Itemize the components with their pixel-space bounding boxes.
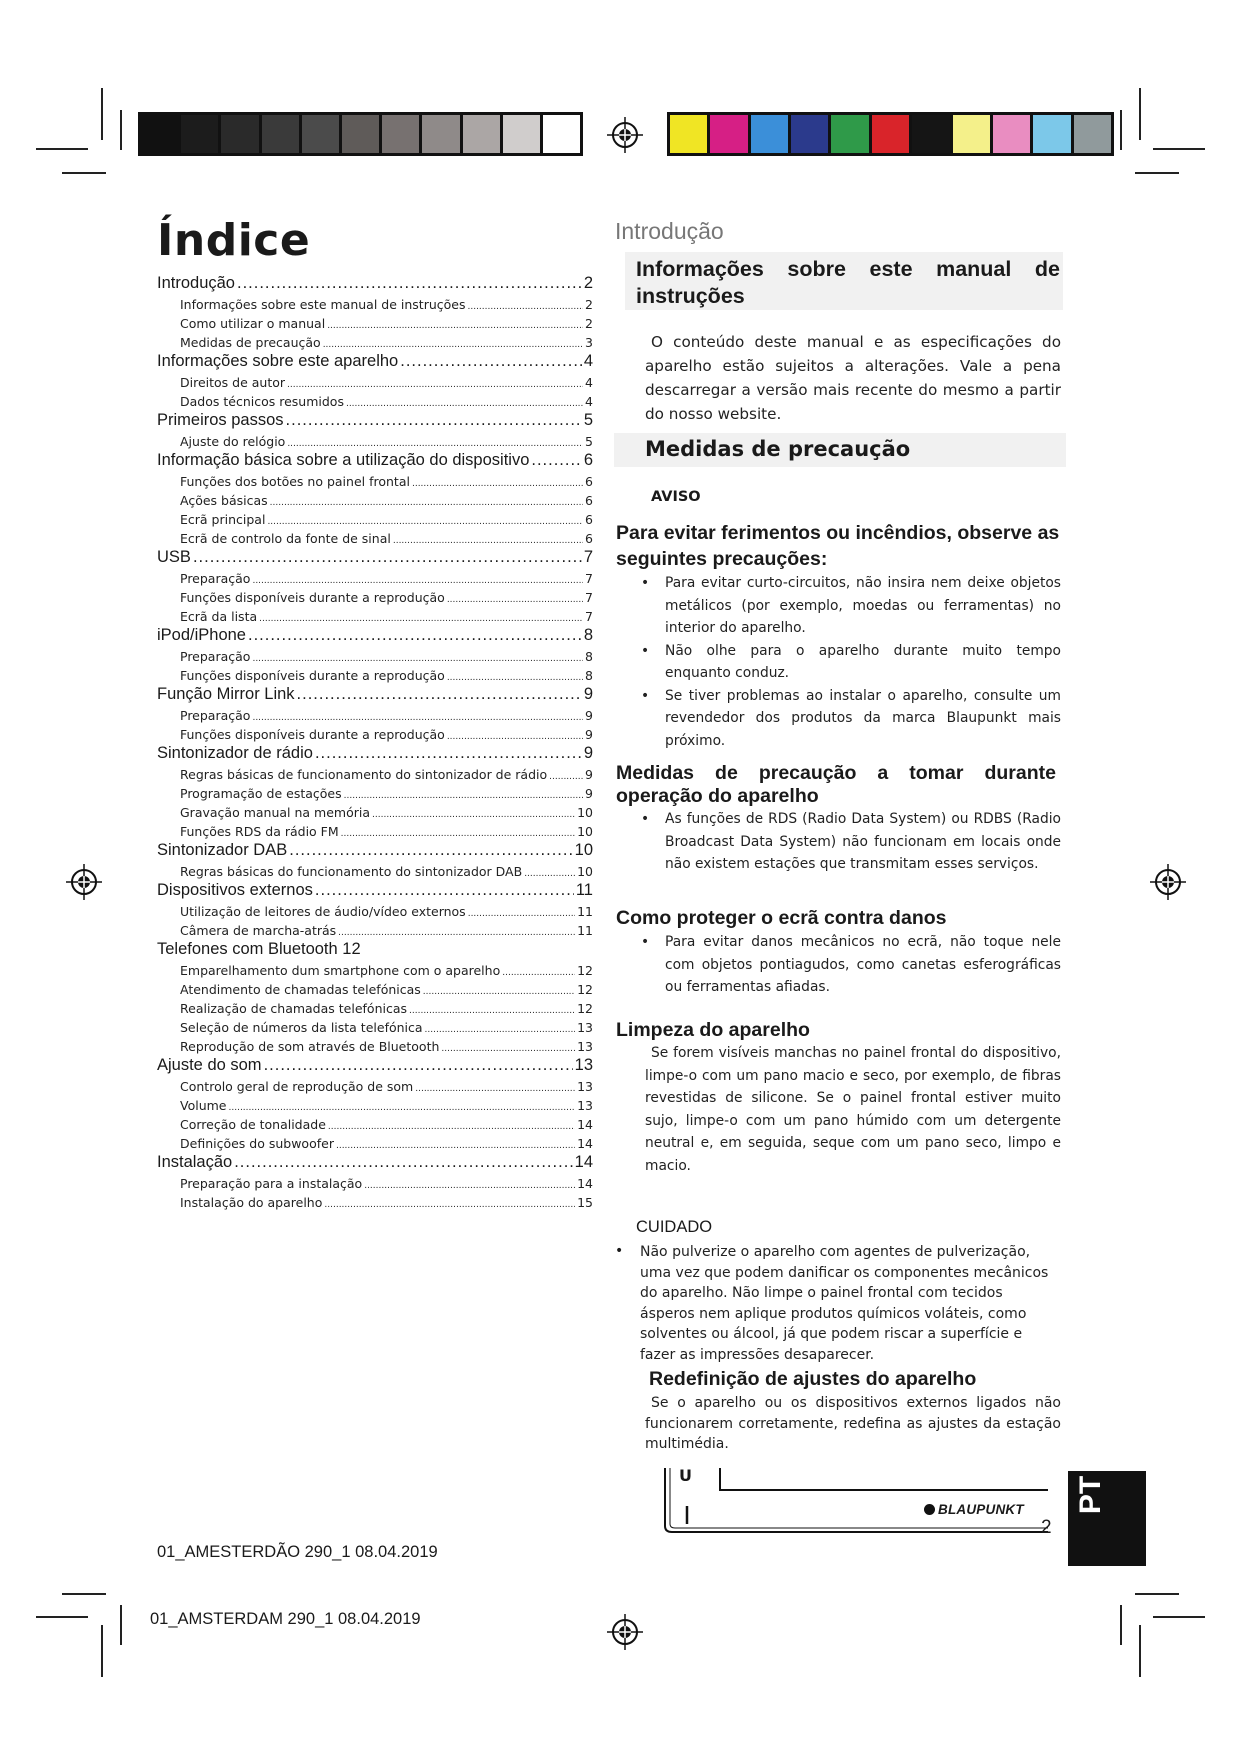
toc-subentry <box>157 335 593 350</box>
toc-leader-dots <box>237 274 582 293</box>
toc-entry-page: 6 <box>585 474 593 489</box>
cleaning-text: Se forem visíveis manchas no painel frontal do dispositivo, limpe-o com um pano macio e seco, por exemplo, de fibras revestidas de silicone. Se o painel frontal estiver muito sujo, limpe-o com um pano húmido com um detergente neutral e, em seguida, seque com um pano seco, limpo e macio. <box>645 1045 1061 1174</box>
toc-subentry <box>157 1176 593 1191</box>
toc-leader-dots <box>248 626 582 645</box>
toc-leader-dots <box>234 1153 572 1172</box>
toc-subentry <box>157 474 593 489</box>
toc-entry <box>157 352 593 371</box>
color-swatch <box>912 115 952 153</box>
toc-entry-label: Ecrã de controlo da fonte de sinal <box>180 531 391 546</box>
toc-entry-page: 3 <box>585 335 593 350</box>
toc-entry <box>157 685 593 704</box>
toc-subentry <box>157 786 593 801</box>
color-swatch <box>503 115 543 153</box>
section-label: Introdução <box>615 218 724 244</box>
registration-mark-icon <box>1150 864 1186 900</box>
toc-leader-dots <box>315 881 574 900</box>
toc-entry-label: Ecrã principal <box>180 512 266 527</box>
color-swatch <box>221 115 261 153</box>
toc-leader-dots <box>259 609 583 624</box>
toc-subentry <box>157 316 593 331</box>
toc-leader-dots <box>328 1117 575 1132</box>
toc-entry-page: 9 <box>583 744 593 762</box>
toc-leader-dots <box>270 493 583 508</box>
color-swatch <box>710 115 750 153</box>
toc-leader-dots <box>324 1195 575 1210</box>
blaupunkt-logo <box>924 1502 1024 1517</box>
toc-entry-label: Ecrã da lista <box>180 609 258 624</box>
toc-entry-label: Funções dos botões no painel frontal <box>180 474 410 489</box>
color-swatch <box>872 115 912 153</box>
toc-entry <box>157 411 593 430</box>
toc-entry-page: 5 <box>583 411 593 429</box>
toc-entry-page: 6 <box>585 531 593 546</box>
toc-entry-page: 7 <box>585 609 593 624</box>
list-item: • As funções de RDS (Radio Data System) ou RDBS (Radio Broadcast Data System) não funcionam em locais onde não existem estações que transmitam esses serviços. <box>617 808 1061 876</box>
toc-entry-page: 7 <box>585 571 593 586</box>
toc-entry-label: Seleção de números da lista telefónica <box>180 1020 423 1035</box>
toc-leader-dots <box>409 1001 575 1016</box>
toc-entry <box>157 841 593 860</box>
toc-entry <box>157 626 593 645</box>
toc-leader-dots <box>412 474 583 489</box>
toc-entry <box>157 881 593 900</box>
toc-entry <box>157 940 593 959</box>
toc-entry-page: 14 <box>577 1176 593 1191</box>
toc-entry-page: 6 <box>585 493 593 508</box>
toc-leader-dots <box>372 805 575 820</box>
manual-text: O conteúdo deste manual e as especificações do aparelho estão sujeitos a alterações. Vale a pena descarregar a versão mais recente do mesmo a partir do nosso website. <box>645 333 1061 423</box>
page-number: 2 <box>1041 1517 1052 1538</box>
toc-subentry <box>157 531 593 546</box>
toc-leader-dots <box>423 982 575 997</box>
toc-subentry <box>157 297 593 312</box>
color-swatch <box>302 115 342 153</box>
toc-entry-label: Preparação para a instalação <box>180 1176 363 1191</box>
toc-entry-page: 14 <box>577 1117 593 1132</box>
toc-subentry <box>157 609 593 624</box>
toc-leader-dots <box>229 1098 576 1113</box>
toc-entry-label: Atendimento de chamadas telefónicas <box>180 982 421 997</box>
toc-entry-page: 2 <box>585 297 593 312</box>
list-item: • Se tiver problemas ao instalar o aparelho, consulte um revendedor dos produtos da marca Blaupunkt mais próximo. <box>617 685 1061 753</box>
toc-entry-label: Telefones com Bluetooth 12 <box>157 940 361 958</box>
table-of-contents <box>157 272 593 1210</box>
toc-entry-page: 15 <box>577 1195 593 1210</box>
toc-subentry <box>157 394 593 409</box>
toc-entry-page: 9 <box>585 727 593 742</box>
toc-leader-dots <box>289 841 572 860</box>
toc-entry-label: Funções disponíveis durante a reprodução <box>180 590 445 605</box>
toc-subentry <box>157 1117 593 1132</box>
toc-entry-label: Ajuste do relógio <box>180 434 286 449</box>
cleaning-heading: Limpeza do aparelho <box>616 1019 810 1041</box>
toc-subentry <box>157 571 593 586</box>
toc-entry-label: Programação de estações <box>180 786 342 801</box>
toc-leader-dots <box>327 316 583 331</box>
color-swatch <box>1033 115 1073 153</box>
toc-leader-dots <box>425 1020 576 1035</box>
toc-subentry <box>157 767 593 782</box>
toc-entry-label: Preparação <box>180 571 251 586</box>
color-swatch <box>181 115 221 153</box>
file-info-line-2: 01_AMSTERDAM 290_1 08.04.2019 <box>150 1610 421 1628</box>
toc-entry-label: Regras básicas do funcionamento do sintonizador DAB <box>180 864 523 879</box>
list-item: • Para evitar danos mecânicos no ecrã, não toque nele com objetos pontiagudos, como canetas esferográficas ou ferramentas afiadas. <box>617 931 1061 999</box>
toc-subentry <box>157 1136 593 1151</box>
toc-entry-page: 10 <box>577 864 593 879</box>
toc-entry-label: Funções RDS da rádio FM <box>180 824 339 839</box>
toc-subentry <box>157 1079 593 1094</box>
caution-text: Não pulverize o aparelho com agentes de pulverização, uma vez que podem danificar os componentes mecânicos do aparelho. Não limpe o painel frontal com tecidos ásperos nem aplique produtos químicos voláteis, como solventes ou álcool, já que podem riscar a superfície e fazer as impressões desaparecer. <box>640 1244 1049 1363</box>
toc-entry-label: Ações básicas <box>180 493 268 508</box>
toc-entry-page: 9 <box>585 767 593 782</box>
toc-entry-page: 6 <box>585 512 593 527</box>
toc-leader-dots <box>346 394 583 409</box>
toc-entry-label: Instalação <box>157 1153 233 1171</box>
color-swatch <box>791 115 831 153</box>
registration-mark-icon <box>607 117 643 153</box>
toc-leader-dots <box>447 668 583 683</box>
toc-entry-label: Controlo geral de reprodução de som <box>180 1079 414 1094</box>
toc-entry-page: 11 <box>577 923 593 938</box>
toc-subentry <box>157 1001 593 1016</box>
toc-leader-dots <box>549 767 583 782</box>
toc-entry-page: 4 <box>583 352 593 370</box>
logo-dot-icon <box>924 1504 935 1515</box>
toc-leader-dots <box>297 685 582 704</box>
toc-subentry <box>157 963 593 978</box>
toc-leader-dots <box>338 923 575 938</box>
toc-subentry <box>157 864 593 879</box>
toc-entry-page: 2 <box>583 274 593 292</box>
registration-mark-icon <box>607 1614 643 1650</box>
color-calibration-bar <box>667 112 1114 156</box>
toc-entry-page: 13 <box>574 1056 593 1074</box>
toc-entry-page: 2 <box>585 316 593 331</box>
color-swatch <box>670 115 710 153</box>
toc-leader-dots <box>287 375 583 390</box>
toc-subentry <box>157 434 593 449</box>
screen-heading: Como proteger o ecrã contra danos <box>616 907 947 929</box>
caution-label: CUIDADO <box>636 1218 713 1236</box>
toc-subentry <box>157 904 593 919</box>
color-swatch <box>342 115 382 153</box>
device-illustration <box>662 1466 1048 1536</box>
toc-leader-dots <box>393 531 583 546</box>
toc-subentry <box>157 375 593 390</box>
reset-text: Se o aparelho ou os dispositivos externos ligados não funcionarem corretamente, redefina as ajustes da estação multimédia. <box>645 1395 1061 1452</box>
toc-entry-label: Medidas de precaução <box>180 335 321 350</box>
avoid-list <box>617 572 1061 752</box>
toc-leader-dots <box>415 1079 575 1094</box>
list-item: • Não olhe para o aparelho durante muito tempo enquanto conduz. <box>617 640 1061 685</box>
toc-entry-label: Sintonizador de rádio <box>157 744 313 762</box>
toc-leader-dots <box>468 904 575 919</box>
toc-entry-label: Emparelhamento dum smartphone com o aparelho <box>180 963 501 978</box>
toc-subentry <box>157 1195 593 1210</box>
toc-leader-dots <box>447 727 583 742</box>
toc-leader-dots <box>193 548 582 567</box>
device-letter: U <box>679 1466 692 1485</box>
toc-subentry <box>157 1020 593 1035</box>
toc-entry-page: 6 <box>583 451 593 469</box>
toc-entry-page: 13 <box>577 1079 593 1094</box>
toc-entry-page: 10 <box>574 841 593 859</box>
toc-entry-page: 8 <box>585 649 593 664</box>
toc-entry-label: Sintonizador DAB <box>157 841 288 859</box>
toc-leader-dots <box>267 512 583 527</box>
color-swatch <box>141 115 181 153</box>
toc-entry-page: 4 <box>585 375 593 390</box>
toc-leader-dots <box>447 590 583 605</box>
toc-entry-page: 11 <box>577 904 593 919</box>
toc-entry-label: Preparação <box>180 708 251 723</box>
toc-leader-dots <box>252 571 583 586</box>
toc-entry-label: Direitos de autor <box>180 375 286 390</box>
toc-leader-dots <box>287 434 583 449</box>
toc-entry-label: Ajuste do som <box>157 1056 262 1074</box>
color-swatch <box>382 115 422 153</box>
color-swatch <box>1074 115 1111 153</box>
toc-entry-label: Funções disponíveis durante a reprodução <box>180 668 445 683</box>
color-swatch <box>262 115 302 153</box>
color-swatch <box>422 115 462 153</box>
toc-entry-label: Informação básica sobre a utilização do dispositivo <box>157 451 530 469</box>
color-swatch <box>543 115 580 153</box>
reset-heading: Redefinição de ajustes do aparelho <box>649 1368 977 1390</box>
toc-entry-page: 9 <box>585 786 593 801</box>
toc-entry-label: Realização de chamadas telefónicas <box>180 1001 408 1016</box>
toc-subentry <box>157 708 593 723</box>
color-swatch <box>463 115 503 153</box>
toc-leader-dots <box>323 335 583 350</box>
toc-entry-page: 10 <box>577 805 593 820</box>
toc-entry-page: 7 <box>583 548 593 566</box>
color-swatch <box>751 115 791 153</box>
toc-entry-label: Reprodução de som através de Bluetooth <box>180 1039 440 1054</box>
toc-entry-page: 10 <box>577 824 593 839</box>
screen-list <box>617 931 1061 999</box>
toc-entry-label: Volume <box>180 1098 227 1113</box>
toc-entry-page: 13 <box>577 1098 593 1113</box>
toc-subentry <box>157 982 593 997</box>
file-info-line-1: 01_AMESTERDÃO 290_1 08.04.2019 <box>157 1543 438 1561</box>
toc-entry-label: Informações sobre este manual de instruções <box>180 297 466 312</box>
toc-entry-label: Correção de tonalidade <box>180 1117 326 1132</box>
toc-leader-dots <box>344 786 583 801</box>
manual-heading: Informações sobre este manual de instruções <box>636 257 1060 308</box>
toc-leader-dots <box>264 1056 573 1075</box>
toc-entry-label: Gravação manual na memória <box>180 805 371 820</box>
avoid-heading: Para evitar ferimentos ou incêndios, observe as seguintes precauções: <box>616 522 1060 570</box>
toc-entry-label: Como utilizar o manual <box>180 316 326 331</box>
toc-leader-dots <box>531 451 581 470</box>
toc-title: Índice <box>157 215 311 266</box>
toc-entry-page: 9 <box>585 708 593 723</box>
toc-subentry <box>157 1098 593 1113</box>
toc-entry-label: iPod/iPhone <box>157 626 246 644</box>
toc-subentry <box>157 493 593 508</box>
toc-entry-page: 8 <box>583 626 593 644</box>
toc-subentry <box>157 1039 593 1054</box>
toc-entry-label: Informações sobre este aparelho <box>157 352 399 370</box>
precaution-heading: Medidas de precaução <box>645 437 911 461</box>
caution-bullet: • <box>615 1243 624 1259</box>
toc-subentry <box>157 668 593 683</box>
toc-subentry <box>157 649 593 664</box>
toc-leader-dots <box>502 963 575 978</box>
toc-entry <box>157 451 593 470</box>
toc-entry-page: 7 <box>585 590 593 605</box>
toc-entry-label: USB <box>157 548 191 566</box>
list-item: • Para evitar curto-circuitos, não insira nem deixe objetos metálicos (por exemplo, moedas ou ferramentas) no interior do aparelho. <box>617 572 1061 640</box>
toc-entry-page: 5 <box>585 434 593 449</box>
toc-leader-dots <box>524 864 575 879</box>
toc-entry-label: Introdução <box>157 274 235 292</box>
toc-leader-dots <box>400 352 582 371</box>
toc-entry-page: 14 <box>574 1153 593 1171</box>
toc-entry-label: Primeiros passos <box>157 411 284 429</box>
toc-leader-dots <box>467 297 583 312</box>
color-swatch <box>993 115 1033 153</box>
toc-entry-label: Dispositivos externos <box>157 881 313 899</box>
toc-leader-dots <box>364 1176 575 1191</box>
toc-subentry <box>157 727 593 742</box>
toc-entry-page: 11 <box>575 881 593 899</box>
toc-entry-page: 12 <box>577 982 593 997</box>
toc-leader-dots <box>252 649 583 664</box>
operation-heading: Medidas de precaução a tomar durante operação do aparelho <box>616 762 1056 807</box>
toc-entry-page: 4 <box>585 394 593 409</box>
toc-subentry <box>157 923 593 938</box>
registration-mark-icon <box>66 864 102 900</box>
toc-subentry <box>157 824 593 839</box>
toc-leader-dots <box>336 1136 575 1151</box>
toc-leader-dots <box>315 744 582 763</box>
toc-entry <box>157 1153 593 1172</box>
toc-entry-label: Preparação <box>180 649 251 664</box>
toc-subentry <box>157 590 593 605</box>
toc-entry-page: 12 <box>577 963 593 978</box>
toc-entry-label: Instalação do aparelho <box>180 1195 323 1210</box>
toc-entry-page: 8 <box>585 668 593 683</box>
toc-entry <box>157 548 593 567</box>
color-swatch <box>831 115 871 153</box>
toc-subentry <box>157 805 593 820</box>
toc-entry <box>157 1056 593 1075</box>
toc-subentry <box>157 512 593 527</box>
toc-leader-dots <box>286 411 582 430</box>
toc-leader-dots <box>441 1039 575 1054</box>
toc-entry <box>157 274 593 293</box>
toc-entry-label: Câmera de marcha-atrás <box>180 923 337 938</box>
grayscale-calibration-bar <box>138 112 583 156</box>
toc-entry-label: Definições do subwoofer <box>180 1136 334 1151</box>
color-swatch <box>953 115 993 153</box>
language-tab <box>1068 1471 1146 1566</box>
brand-name: BLAUPUNKT <box>938 1502 1024 1517</box>
language-tab-label: PT <box>1074 1475 1107 1515</box>
toc-leader-dots <box>341 824 575 839</box>
toc-entry-label: Regras básicas de funcionamento do sintonizador de rádio <box>180 767 548 782</box>
toc-entry-label: Utilização de leitores de áudio/vídeo externos <box>180 904 466 919</box>
toc-entry-page: 13 <box>577 1039 593 1054</box>
toc-entry-label: Funções disponíveis durante a reprodução <box>180 727 445 742</box>
toc-entry-page: 13 <box>577 1020 593 1035</box>
toc-entry-page: 9 <box>583 685 593 703</box>
toc-leader-dots <box>252 708 583 723</box>
operation-list <box>617 808 1061 876</box>
toc-entry-label: Dados técnicos resumidos <box>180 394 344 409</box>
warning-label: AVISO <box>651 489 701 505</box>
toc-entry-page: 14 <box>577 1136 593 1151</box>
toc-entry-page: 12 <box>577 1001 593 1016</box>
toc-entry-label: Função Mirror Link <box>157 685 295 703</box>
toc-entry <box>157 744 593 763</box>
